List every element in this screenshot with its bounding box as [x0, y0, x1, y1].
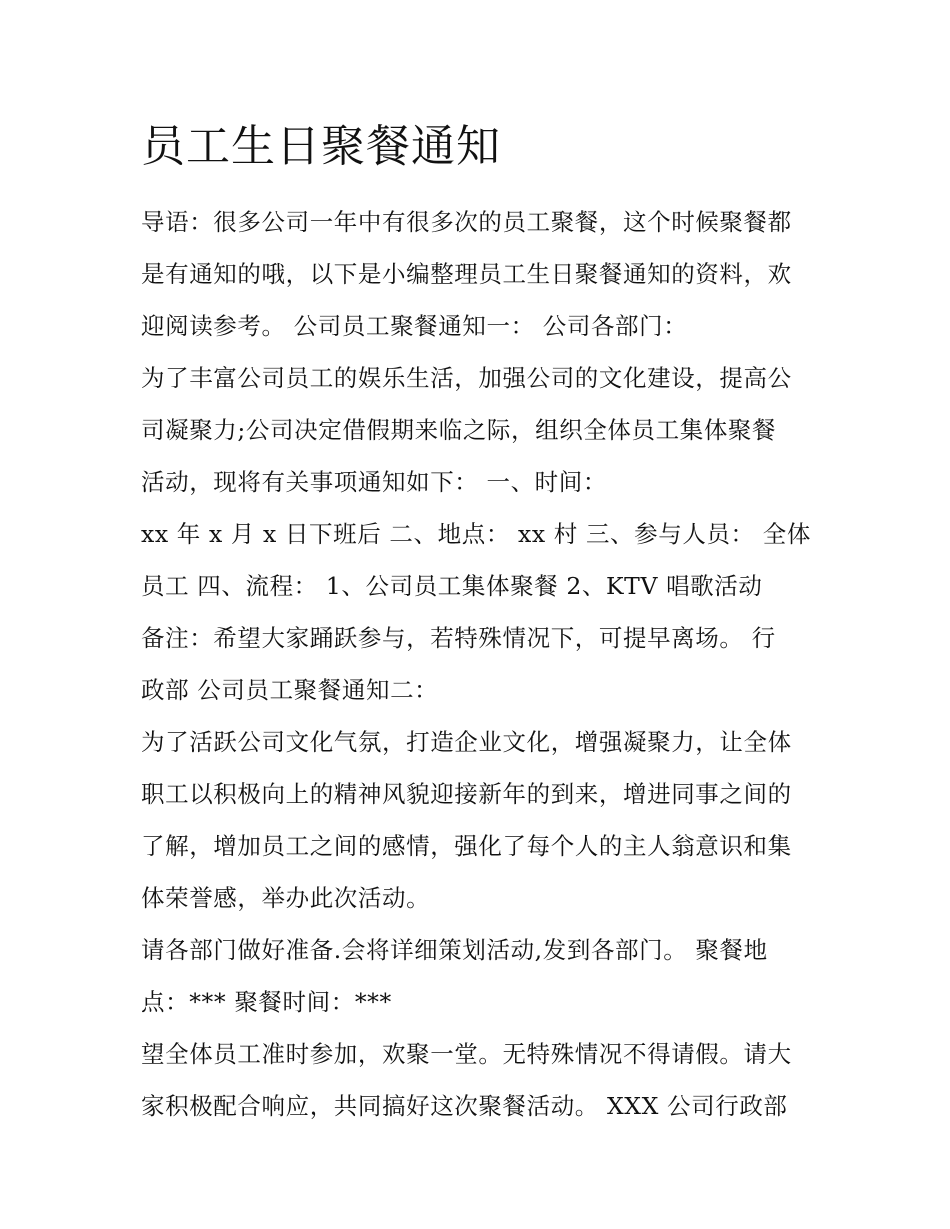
text-line: 为了活跃公司文化气氛，打造企业文化，增强凝聚力，让全体 [141, 728, 792, 756]
text-line: 职工以积极向上的精神风貌迎接新年的到来，增进同事之间的 [141, 780, 792, 808]
text-line: 员工 四、流程： 1、公司员工集体聚餐 2、KTV 唱歌活动 [141, 572, 763, 600]
text-line: xx 年 x 月 x 日下班后 二、地点： xx 村 三、参与人员： 全体 [141, 520, 811, 548]
text-line: 点：*** 聚餐时间：*** [141, 988, 392, 1016]
text-line: 备注：希望大家踊跃参与，若特殊情况下，可提早离场。 行 [141, 624, 776, 652]
text-line: 体荣誉感，举办此次活动。 [141, 884, 431, 912]
text-line: 家积极配合响应，共同搞好这次聚餐活动。 XXX 公司行政部 [141, 1092, 788, 1120]
text-line: 为了丰富公司员工的娱乐生活，加强公司的文化建设，提高公 [141, 364, 792, 392]
text-line: 司凝聚力;公司决定借假期来临之际，组织全体员工集体聚餐 [141, 416, 777, 444]
text-line: 活动，现将有关事项通知如下： 一、时间： [141, 468, 607, 496]
text-line: 请各部门做好准备.会将详细策划活动,发到各部门。 聚餐地 [141, 936, 768, 964]
text-line: 了解，增加员工之间的感情，强化了每个人的主人翁意识和集 [141, 832, 792, 860]
document-body [141, 196, 821, 1132]
text-line: 政部 公司员工聚餐通知二： [141, 676, 439, 704]
text-line: 是有通知的哦，以下是小编整理员工生日聚餐通知的资料，欢 [141, 260, 792, 288]
page-title: 员工生日聚餐通知 [141, 121, 501, 172]
text-line: 望全体员工准时参加，欢聚一堂。无特殊情况不得请假。请大 [141, 1040, 792, 1068]
text-line: 迎阅读参考。 公司员工聚餐通知一： 公司各部门： [141, 312, 688, 340]
text-line: 导语：很多公司一年中有很多次的员工聚餐，这个时候聚餐都 [141, 208, 792, 236]
